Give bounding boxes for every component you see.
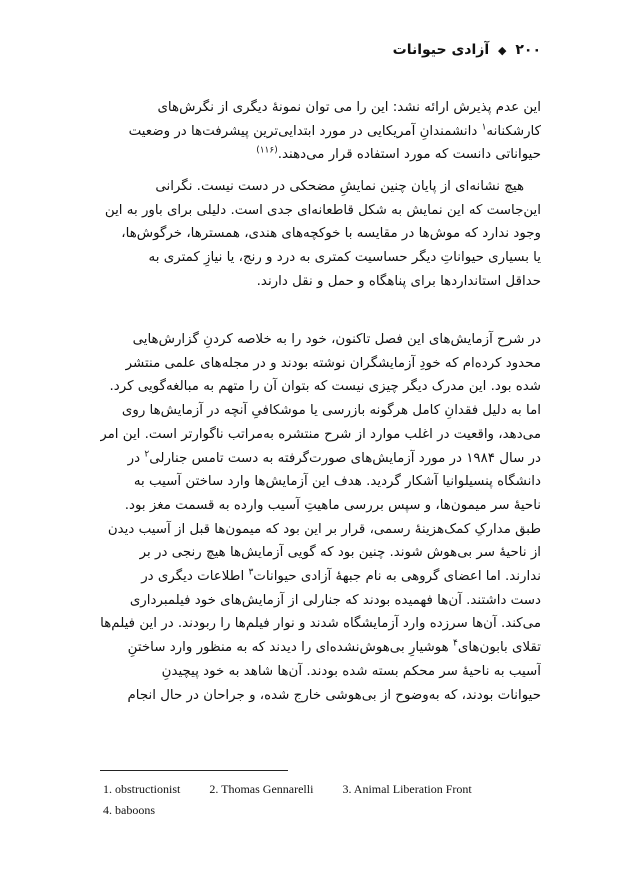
text-line bbox=[100, 565, 541, 589]
book-title: آزادی حیوانات bbox=[392, 42, 490, 58]
text-segment: کارشکنانه bbox=[486, 123, 541, 139]
text-line bbox=[100, 636, 541, 660]
footnote-marker-3: ۳ bbox=[248, 567, 254, 578]
footnote-marker-1: ۱ bbox=[481, 122, 487, 133]
text-line: یا بسیاری حیواناتِ دیگر حساسیت کمتری به درد و رنج، یا نیازِ کمتری به bbox=[148, 250, 541, 266]
text-line bbox=[100, 447, 541, 471]
text-line: از ناحیهٔ سر بی‌هوش شوند. چنین بود که گویی آزمایش‌ها هیچ رنجی در بر bbox=[139, 545, 541, 561]
footnote-marker-2: ۲ bbox=[144, 449, 150, 460]
text-segment: هوشیارِ بی‌هوش‌نشده‌ای را دیدند که به منظور وارد ساختنِ bbox=[127, 640, 449, 656]
text-line: وجود ندارد که موش‌ها در مقایسه با خوکچه‌های هندی، همسترها، خرگوش‌ها، bbox=[121, 226, 541, 242]
footnote-3: 3. Animal Liberation Front bbox=[342, 782, 472, 796]
footnotes bbox=[103, 779, 543, 821]
text-segment: تقلای بابون‌های bbox=[457, 640, 541, 656]
diamond-icon: ◆ bbox=[498, 44, 507, 57]
text-line: دانشگاه پنسیلوانیا آشکار گردید. هدف این آزمایش‌ها وارد ساختن آسیب به bbox=[133, 474, 541, 490]
text-segment: حیواناتی دانست که مورد استفاده قرار می‌دهند. bbox=[277, 147, 541, 163]
citation-ref: (۱۱۶) bbox=[256, 145, 278, 156]
footnote-2: 2. Thomas Gennarelli bbox=[209, 782, 314, 796]
text-line: این‌جاست که این نمایش به شکل قاطعانه‌ای جدی است. دلیلی برای باور به این bbox=[104, 202, 541, 218]
paragraph-1 bbox=[100, 96, 541, 167]
text-segment: در bbox=[127, 450, 141, 466]
text-line: می‌کند. آن‌ها سرزده وارد آزمایشگاه شدند و نوار فیلم‌ها را ربودند. در این فیلم‌ها bbox=[100, 616, 541, 632]
text-line: در شرح آزمایش‌های این فصل تاکنون، خود را به خلاصه کردنِ گزارش‌هایی bbox=[132, 332, 541, 347]
footnote-divider bbox=[100, 770, 288, 771]
paragraph-2 bbox=[100, 175, 541, 294]
paragraph-3 bbox=[100, 328, 541, 707]
text-line: دست داشتند. آن‌ها فهمیده بودند که جنارلی از آزمایش‌های خود فیلمبرداری bbox=[129, 592, 541, 608]
footnote-row bbox=[103, 800, 543, 821]
text-line: طبق مدارکِ کمک‌هزینهٔ رسمی، قرار بر این بود که میمون‌ها قبل از آسیب دیدن bbox=[107, 521, 541, 537]
text-line: اما به دلیل فقدانِ کامل هرگونه بازرسی یا موشکافیِ آنچه در آزمایش‌ها روی bbox=[121, 403, 541, 419]
text-line bbox=[100, 143, 541, 167]
text-segment: ندارند. اما اعضای گروهی به نام جبههٔ آزادی حیوانات bbox=[253, 569, 541, 585]
footnote-marker-4: ۴ bbox=[453, 638, 458, 649]
text-segment: در سال ۱۹۸۴ در مورد آزمایش‌های صورت‌گرفته به دست تامس جنارلی bbox=[149, 450, 541, 466]
text-line: شده بود. این مدرک دیگر چیزی نیست که بتوان آن را متهم به مبالغه‌گویی کرد. bbox=[109, 379, 541, 395]
text-line: محدود کرده‌ام که خودِ آزمایشگران نوشته بودند و در مجله‌های علمی منتشر bbox=[125, 355, 541, 371]
text-line: می‌دهد، واقعیت در اغلب موارد از شرح منتشره به‌مراتب ناگوارتر است. این امر bbox=[100, 426, 541, 442]
text-line: این عدم پذیرش ارائه نشد: این را می توان نمونهٔ دیگری از نگرش‌های bbox=[157, 100, 541, 115]
text-line bbox=[100, 120, 541, 144]
running-header bbox=[393, 42, 541, 58]
text-line: ناحیهٔ سر میمون‌ها، و سپس بررسی ماهیتِ آسیب وارده به قسمت مغز بود. bbox=[124, 497, 541, 513]
text-segment: دانشمندانِ آمریکایی در مورد ابتدایی‌ترین پیشرفت‌ها در وضعیت bbox=[128, 123, 478, 139]
text-line: هیچ نشانه‌ای از پایان چنین نمایشِ مضحکی در دست نیست. نگرانی bbox=[155, 179, 524, 194]
text-line: حیوانات بودند، که به‌وضوح از بی‌هوشی خارج شده، و جراحان در حال انجام bbox=[127, 687, 541, 703]
footnote-4: 4. baboons bbox=[103, 803, 155, 817]
footnote-1: 1. obstructionist bbox=[103, 782, 181, 796]
text-segment: اطلاعات دیگری در bbox=[141, 569, 245, 585]
text-line: آسیب به ناحیهٔ سر محکم بسته شده بودند. آن‌ها شاهد به خود پیچیدنِ bbox=[161, 663, 541, 679]
text-line: حداقل استانداردها برای پناهگاه و حمل و نقل دارند. bbox=[256, 273, 541, 289]
footnote-row bbox=[103, 779, 543, 800]
page-number: ۲۰۰ bbox=[515, 42, 541, 58]
